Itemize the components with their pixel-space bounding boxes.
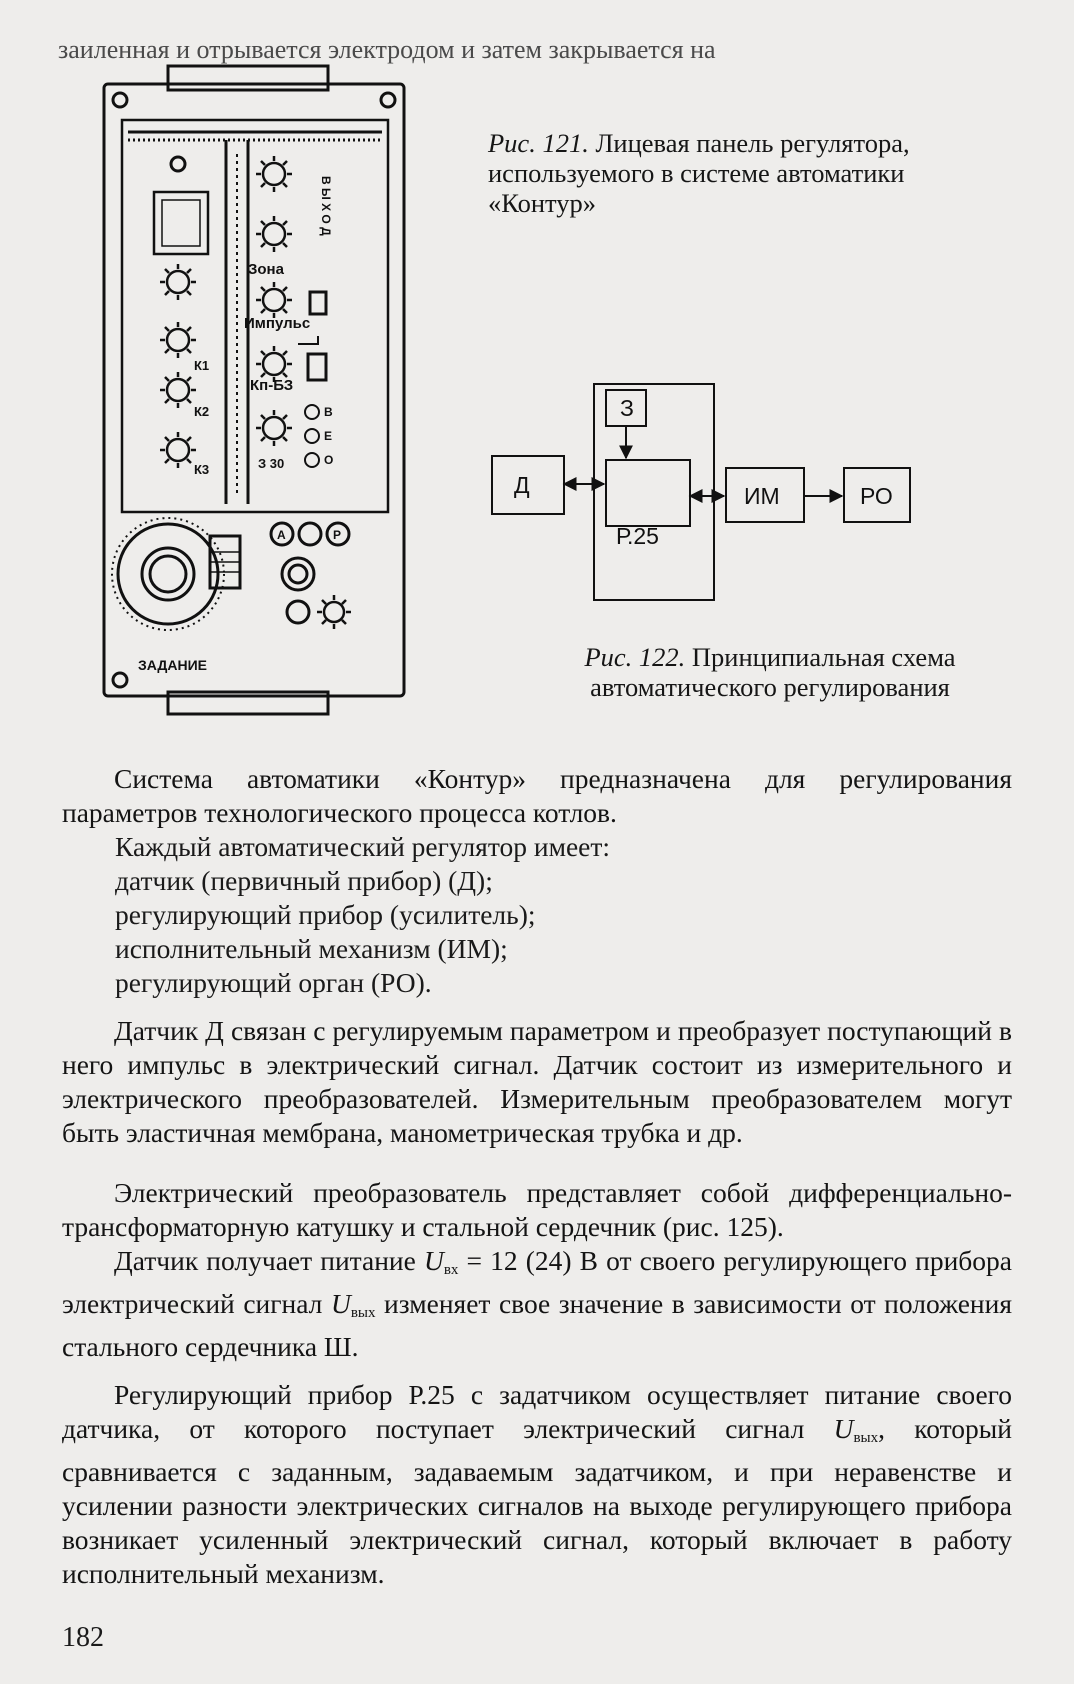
figure-122-caption — [520, 642, 1020, 702]
panel-label-vyhod: В Ы Х О Д — [319, 176, 333, 236]
panel-label-a: А — [277, 528, 286, 542]
block-ro: РО — [860, 483, 893, 509]
bleed-through-text: заиленная и отрывается электродом и затем закрывается на — [58, 35, 716, 64]
block-im: ИМ — [744, 483, 780, 509]
list-item: исполнительный механизм (ИМ); — [115, 933, 508, 964]
panel-label-v: В — [324, 405, 333, 419]
figure-121-caption — [488, 128, 988, 218]
panel-label-k2: К2 — [194, 404, 210, 419]
figure-121-number: Рис. 121. — [488, 128, 589, 158]
panel-label-zadanie: ЗАДАНИЕ — [138, 657, 207, 673]
figure-122-text-1: Принципиальная схема — [691, 642, 956, 672]
paragraph-converter: Электрический преобразователь представляет собой дифференциально-трансформаторную катушку и стальной сердечник (рис. 125). — [62, 1177, 1012, 1242]
paragraph-intro: Система автоматики «Контур» предназначена для регулирования параметров технологического процесса котлов. — [62, 763, 1012, 828]
page-number: 182 — [62, 1622, 104, 1653]
panel-label-kp: Кп-БЗ — [250, 377, 294, 394]
paragraph-regulating-device: Регулирующий прибор Р.25 с задатчиком осуществляет питание своего датчика, от которого поступает электрический сигнал $U_{вых}$, который сравнивается с заданным, задаваемым задатчиком, и при неравенстве и усилении разности электрических сигналов на выходе регулирующего прибора возникает усиленный электрический сигнал, который включает в работу исполнительный механизм. — [62, 1379, 1013, 1589]
figure-122-number: Рис. 122. — [584, 642, 686, 672]
panel-label-ol: О — [324, 453, 334, 467]
block-r25: Р.25 — [616, 523, 659, 549]
list-item: датчик (первичный прибор) (Д); — [115, 865, 493, 896]
list-item: регулирующий орган (РО). — [115, 967, 432, 998]
block-d: Д — [514, 472, 530, 498]
paragraph-components-lead: Каждый автоматический регулятор имеет: — [115, 831, 611, 862]
panel-label-k1: К1 — [194, 358, 210, 373]
panel-label-r30: З 30 — [258, 456, 285, 471]
paragraph-power: Датчик получает питание $U_{вх} = 12$ (24) В от своего регулирующего прибора электрический сигнал $U_{вых}$ изменяет свое значение в зависимости от положения стального сердечника Ш. — [62, 1245, 1012, 1362]
panel-label-impuls: Импульс — [244, 315, 311, 332]
panel-label-r: Р — [333, 528, 342, 542]
panel-label-zona: Зона — [248, 261, 284, 278]
regulator-front-panel-figure — [98, 64, 412, 718]
control-scheme-figure — [516, 384, 1026, 600]
panel-label-k3: К3 — [194, 462, 210, 477]
figure-121-text: Лицевая панель регулятора, используемого в системе автоматики «Контур» — [488, 128, 910, 218]
list-item: регулирующий прибор (усилитель); — [115, 899, 536, 930]
block-z: З — [620, 395, 634, 421]
paragraph-sensor: Датчик Д связан с регулируемым параметром и преобразует поступающий в него импульс в электрический сигнал. Датчик состоит из измерительного и электрического преобразователей. Измерительным преобразователем могут быть эластичная мембрана, манометрическая трубка и др. — [62, 1015, 1012, 1148]
figure-122-text-2: автоматического регулирования — [590, 672, 950, 702]
panel-label-e: Е — [324, 429, 333, 443]
